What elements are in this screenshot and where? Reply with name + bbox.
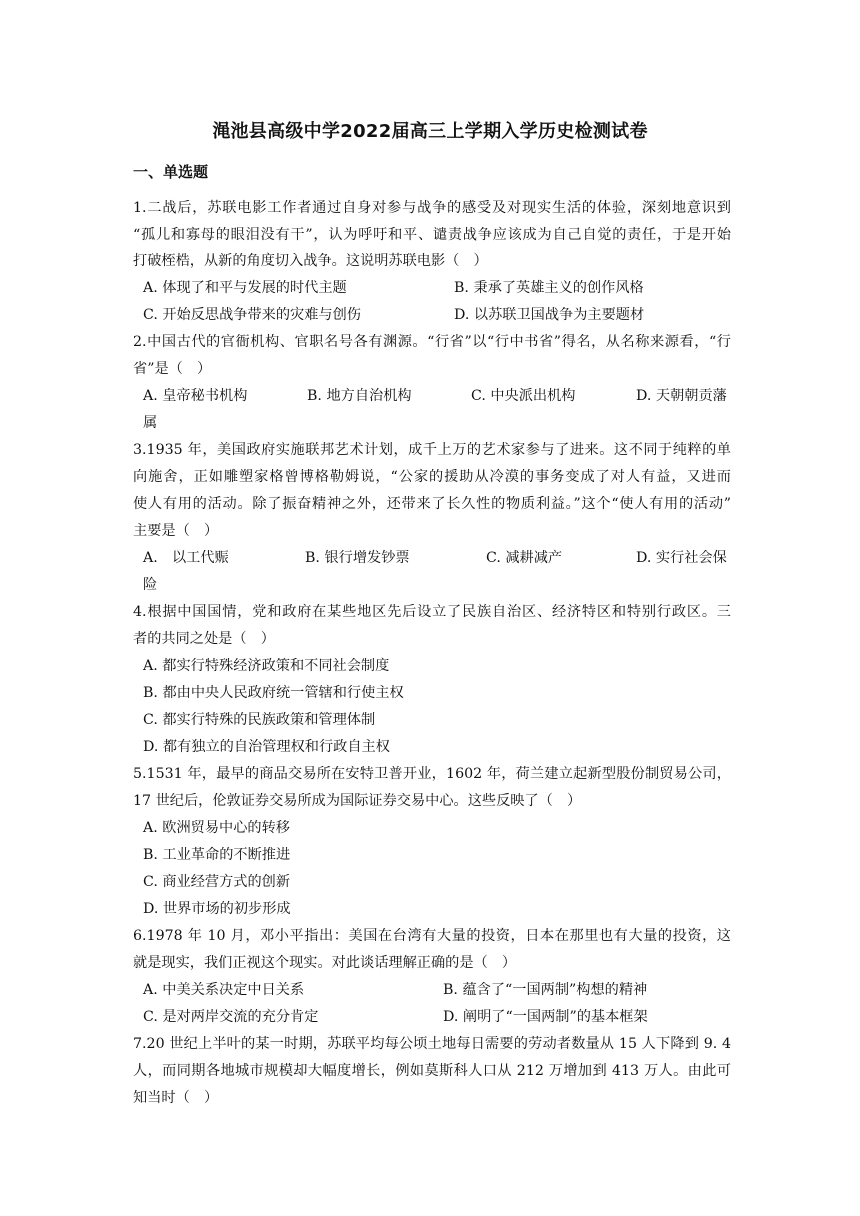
question-4-line-2: 者的共同之处是（ ） [133, 631, 275, 647]
question-6-option-a[interactable]: A. 中美关系决定中日关系 [143, 982, 305, 998]
question-2-option-d[interactable]: D. 天朝朝贡藩 [636, 388, 727, 404]
question-4-option-a[interactable]: A. 都实行特殊经济政策和不同社会制度 [143, 658, 390, 674]
question-7-line-2: 人，而同期各地城市规模却大幅度增长，例如莫斯科人口从 212 万增加到 413 万人。由此可 [133, 1063, 731, 1079]
exam-title: 渑池县高级中学2022届高三上学期入学历史检测试卷 [212, 121, 648, 142]
question-3-option-b[interactable]: B. 银行增发钞票 [305, 550, 410, 566]
question-1-option-a[interactable]: A. 体现了和平与发展的时代主题 [143, 280, 347, 296]
question-1-line-2: “孤儿和寡母的眼泪没有干”，认为呼吁和平、谴责战争应该成为自己自觉的责任，于是开始 [133, 227, 731, 243]
question-5-option-d[interactable]: D. 世界市场的初步形成 [143, 901, 291, 917]
question-3-option-d[interactable]: D. 实行社会保 [636, 550, 727, 566]
question-3-line-2: 向施舍，正如雕塑家格曾博格勒姆说，“公家的援助从冷漠的事务变成了对人有益，又进而 [133, 469, 731, 485]
question-5-line-2: 17 世纪后，伦敦证券交易所成为国际证券交易中心。这些反映了（ ） [133, 793, 582, 809]
question-4-option-d[interactable]: D. 都有独立的自治管理权和行政自主权 [143, 739, 390, 755]
question-5-option-b[interactable]: B. 工业革命的不断推进 [143, 847, 291, 863]
question-3-line-3: 使人有用的活动。除了振奋精神之外，还带来了长久性的物质利益。”这个“使人有用的活动” [133, 496, 731, 512]
question-6-option-d[interactable]: D. 阐明了“一国两制”的基本框架 [443, 1009, 648, 1025]
question-6-option-b[interactable]: B. 蕴含了“一国两制”构想的精神 [443, 982, 648, 998]
question-3-line-4: 主要是（ ） [133, 523, 219, 539]
question-1-line-3: 打破桎梏，从新的角度切入战争。这说明苏联电影（ ） [133, 253, 488, 269]
question-6-line-2: 就是现实，我们正视这个现实。对此谈话理解正确的是（ ） [133, 955, 517, 971]
question-1-option-d[interactable]: D. 以苏联卫国战争为主要题材 [454, 307, 645, 323]
question-5-option-a[interactable]: A. 欧洲贸易中心的转移 [143, 820, 290, 836]
question-5-option-c[interactable]: C. 商业经营方式的创新 [143, 874, 291, 890]
question-7-line-3: 知当时（ ） [133, 1090, 219, 1106]
question-2-option-a[interactable]: A. 皇帝秘书机构 [143, 388, 248, 404]
question-5-line-1: 5.1531 年，最早的商品交易所在安特卫普开业，1602 年，荷兰建立起新型股份制贸易公司， [133, 766, 731, 782]
question-2-line-1: 2.中国古代的官衙机构、官职名号各有渊源。“行省”以“行中书省”得名，从名称来源看，“行 [133, 334, 731, 350]
question-2-option-b[interactable]: B. 地方自治机构 [307, 388, 412, 404]
question-4-option-c[interactable]: C. 都实行特殊的民族政策和管理体制 [143, 712, 376, 728]
question-1-line-1: 1.二战后，苏联电影工作者通过自身对参与战争的感受及对现实生活的体验，深刻地意识到 [133, 200, 731, 216]
question-1-option-c[interactable]: C. 开始反思战争带来的灾难与创伤 [143, 307, 361, 323]
question-7-line-1: 7.20 世纪上半叶的某一时期，苏联平均每公顷土地每日需要的劳动者数量从 15 人下降到 9. 4 [133, 1036, 731, 1052]
question-3-option-c[interactable]: C. 减耕减产 [486, 550, 563, 566]
question-4-line-1: 4.根据中国国情，党和政府在某些地区先后设立了民族自治区、经济特区和特别行政区。三 [133, 604, 731, 620]
question-4-option-b[interactable]: B. 都由中央人民政府统一管辖和行使主权 [143, 685, 404, 701]
question-2-option-c[interactable]: C. 中央派出机构 [471, 388, 576, 404]
question-2-option-d-wrap: 属 [143, 415, 158, 431]
question-3-option-a[interactable]: A. 以工代赈 [143, 550, 229, 566]
question-6-option-c[interactable]: C. 是对两岸交流的充分肯定 [143, 1009, 319, 1025]
question-2-line-2: 省”是（ ） [133, 361, 212, 377]
question-3-line-1: 3.1935 年，美国政府实施联邦艺术计划，成千上万的艺术家参与了进来。这不同于纯粹的单 [133, 442, 731, 458]
question-1-option-b[interactable]: B. 秉承了英雄主义的创作风格 [454, 280, 644, 296]
section-heading: 一、单选题 [133, 163, 209, 181]
question-3-option-d-wrap: 险 [143, 577, 158, 593]
question-6-line-1: 6.1978 年 10 月，邓小平指出：美国在台湾有大量的投资，日本在那里也有大量的投资，这 [133, 928, 731, 944]
